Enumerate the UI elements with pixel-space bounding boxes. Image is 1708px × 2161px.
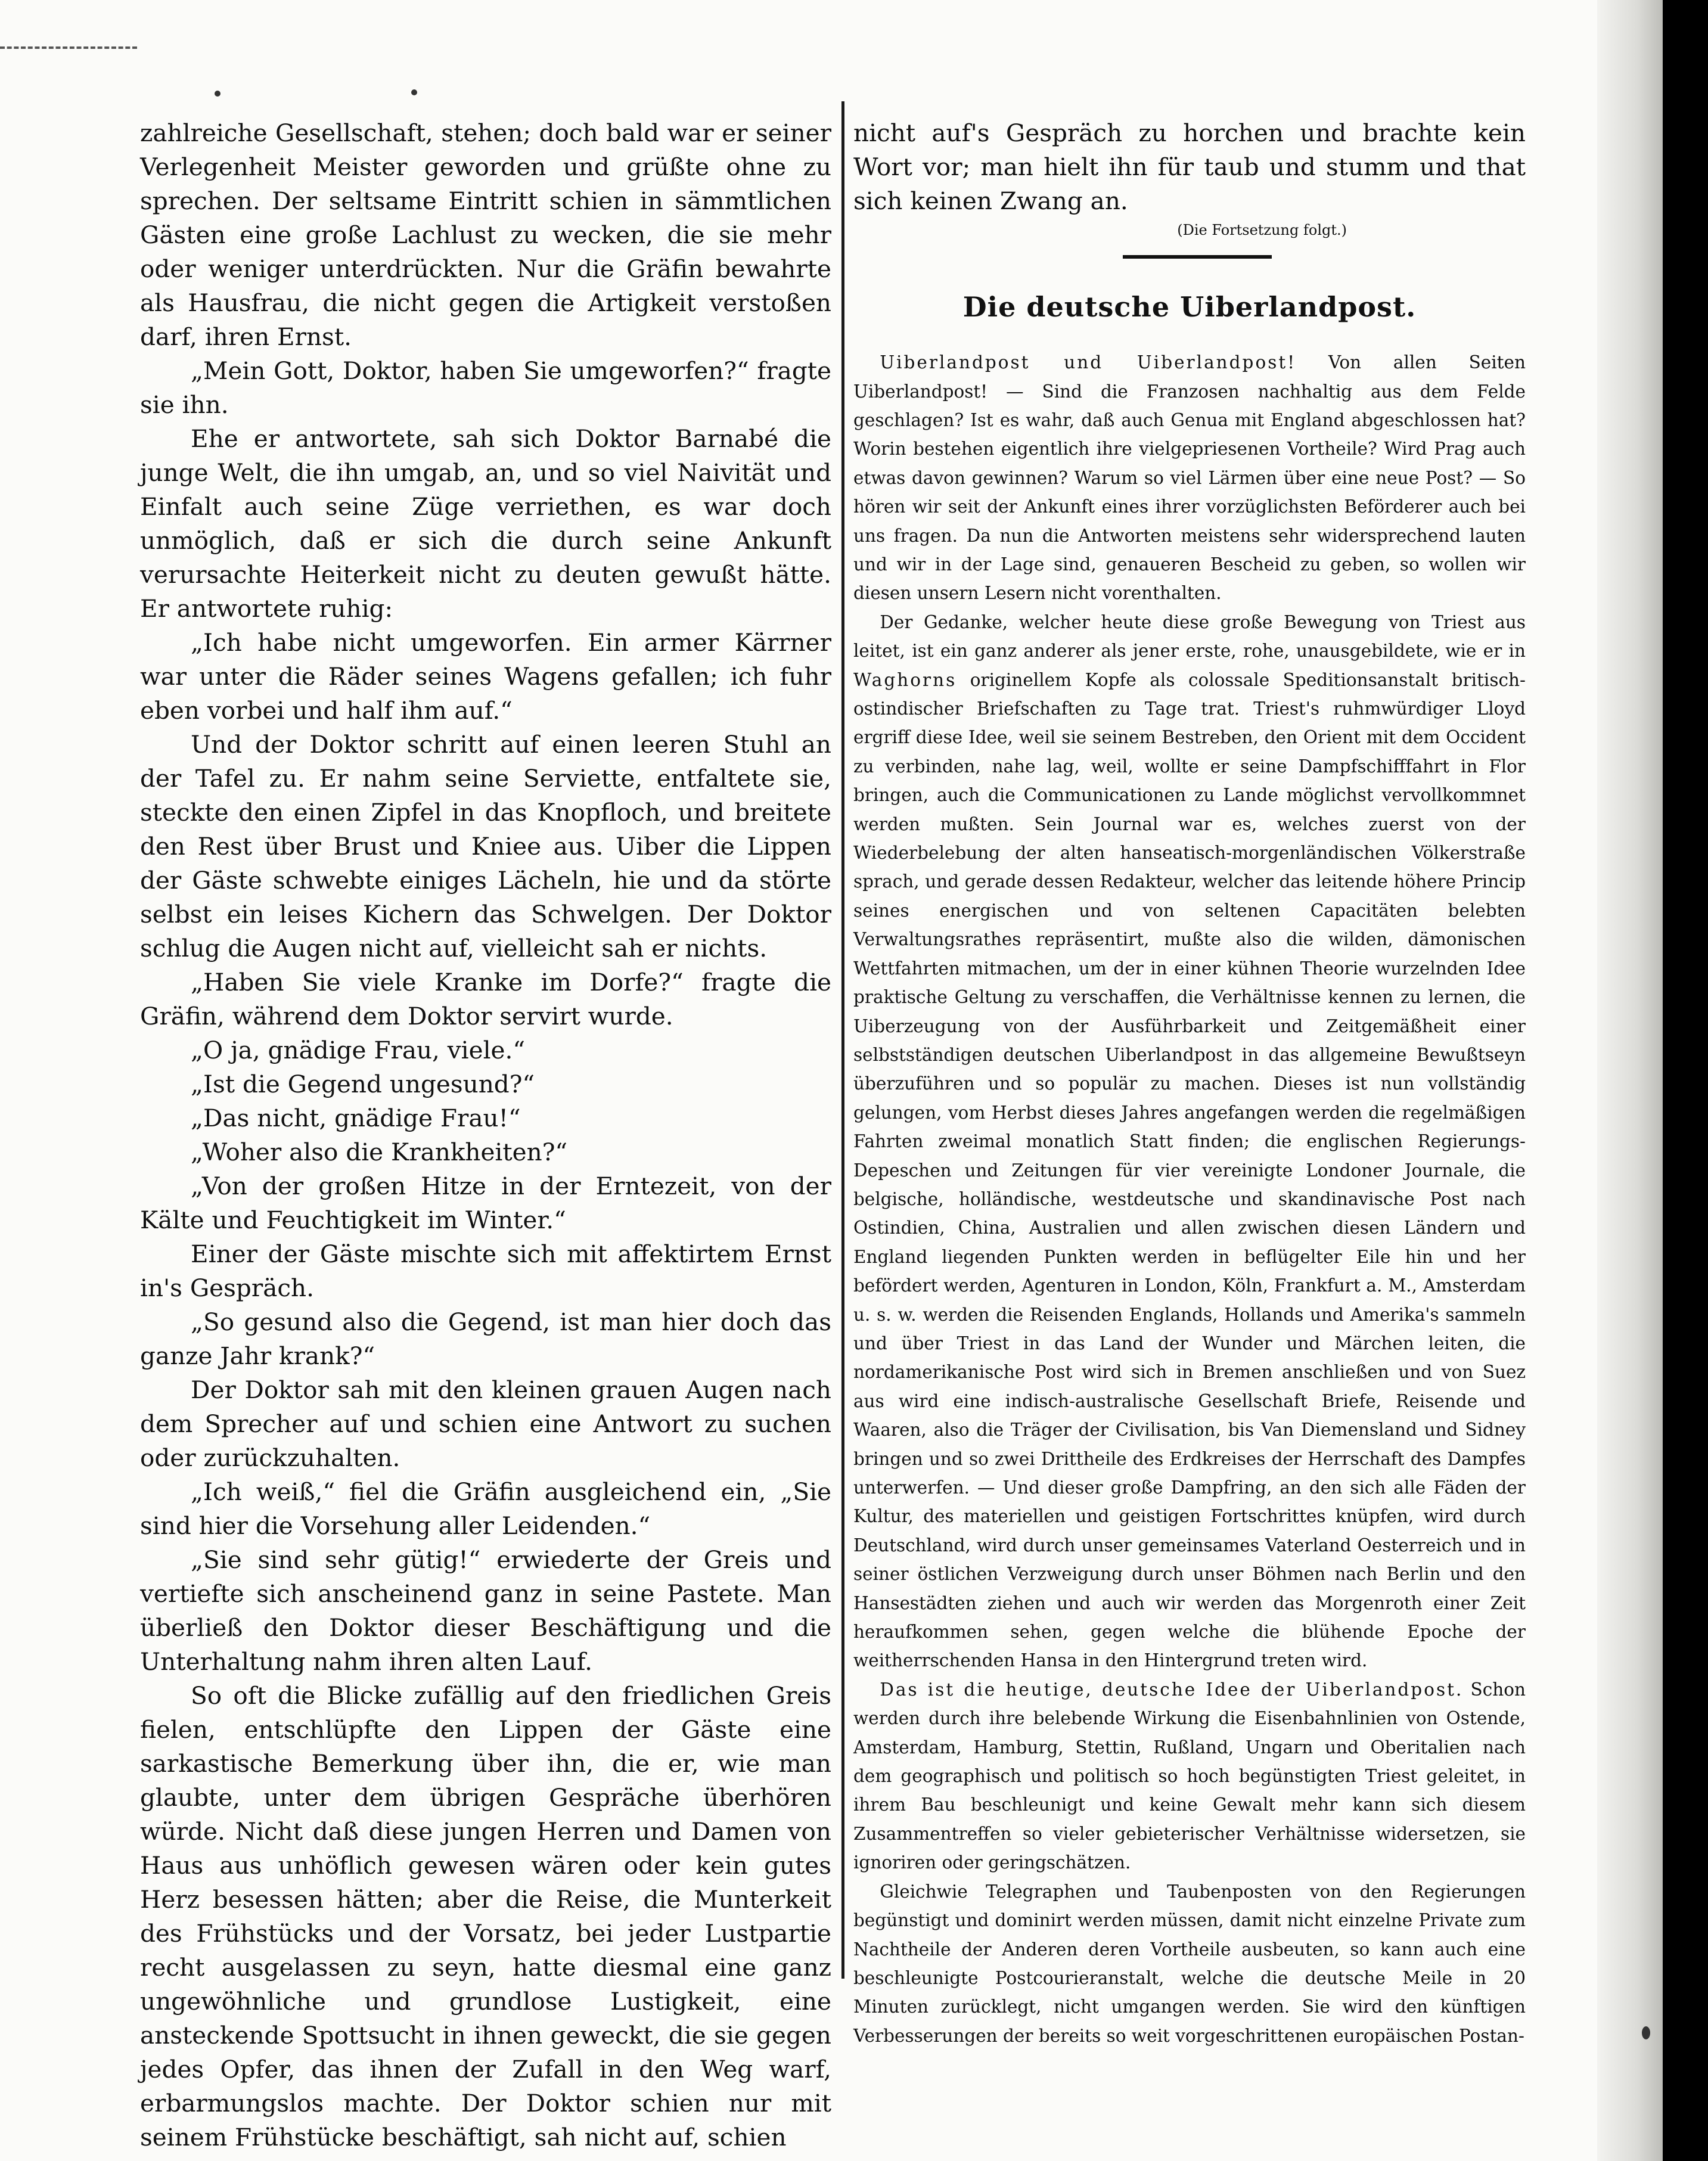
story-paragraph: „Woher also die Krankheiten?“ <box>191 1138 568 1166</box>
story-paragraph: „O ja, gnädige Frau, viele.“ <box>191 1036 526 1064</box>
story-paragraph: „Sie sind sehr gütig!“ erwiederte der Greis und vertiefte sich anscheinend ganz in seine Pastete. Man überließ den Doktor dieser Beschäftigung und die Unterhaltung nahm ihren alten Lauf. <box>140 1545 831 1676</box>
article-paragraph <box>853 608 1526 1675</box>
story-paragraph: „So gesund also die Gegend, ist man hier doch das ganze Jahr krank?“ <box>140 1308 831 1370</box>
paragraph-text: Von allen Seiten Uiberlandpost! — Sind die Franzosen nachhaltig aus dem Felde geschlagen? Ist es wahr, daß auch Genua mit England abgeschlossen hat? Worin bestehen eigentlich ihre vielgepriesenen Vortheile? Wird Prag auch etwas davon gewinnen? Warum so viel Lärmen über eine neue Post? — So hören wir seit der Ankunft eines ihrer vorzüglichsten Beförderer auch bei uns fragen. Da nun die Antworten meistens sehr widersprechend lauten und wir in der Lage sind, genaueren Bescheid zu geben, so wollen wir diesen unsern Lesern nicht vorenthalten. <box>853 352 1526 604</box>
story-paragraph: Einer der Gäste mischte sich mit affektirtem Ernst in's Gespräch. <box>140 1240 831 1302</box>
continuation-note: (Die Fortsetzung folgt.) <box>1177 222 1347 238</box>
story-paragraph: Der Doktor sah mit den kleinen grauen Augen nach dem Sprecher auf und schien eine Antwort zu suchen oder zurückzuhalten. <box>140 1376 831 1472</box>
lead-phrase: Das ist die heutige, deutsche Idee der Uiberlandpost. <box>880 1679 1464 1700</box>
story-paragraph: So oft die Blicke zufällig auf den friedlichen Greis fielen, entschlüpfte den Lippen der Gäste eine sarkastische Bemerkung über ihn, die er, wie man glaubte, unter dem übrigen Gespräche überhören würde. Nicht daß diese jungen Herren und Damen von Haus aus unhöflich gewesen wären oder kein gutes Herz besessen hätten; aber die Reise, die Munterkeit des Frühstücks und der Vorsatz, bei jeder Lustpartie recht ausgelassen zu seyn, hatte diesmal eine ganz ungewöhnliche und grundlose Lustigkeit, eine ansteckende Spottsucht in ihnen geweckt, die sie gegen jedes Opfer, das ihnen der Zufall in den Weg warf, erbarmungslos machte. Der Doktor schien nur mit seinem Frühstücke beschäftigt, sah nicht auf, schien <box>140 1681 831 2151</box>
ink-speck <box>215 91 221 97</box>
story-paragraph: Und der Doktor schritt auf einen leeren Stuhl an der Tafel zu. Er nahm seine Serviette, entfaltete sie, steckte den einen Zipfel in das Knopfloch, und breitete den Rest über Brust und Kniee aus. Uiber die Lippen der Gäste schwebte einiges Lächeln, hie und da störte selbst ein leises Kichern das Schwelgen. Der Doktor schlug die Augen nicht auf, vielleicht sah er nichts. <box>140 730 831 962</box>
story-paragraph: Ehe er antwortete, sah sich Doktor Barnabé die junge Welt, die ihn umgab, an, und so viel Naivität und Einfalt auch seine Züge verriethen, es war doch unmöglich, daß er sich die durch seine Ankunft verursachte Heiterkeit nicht zu deuten gewußt hätte. Er antwortete ruhig: <box>140 424 831 623</box>
story-paragraph: „Das nicht, gnädige Frau!“ <box>191 1104 521 1132</box>
story-paragraph: „Ich weiß,“ fiel die Gräfin ausgleichend ein, „Sie sind hier die Vorsehung aller Leidenden.“ <box>140 1477 831 1540</box>
story-paragraph: „Ist die Gegend ungesund?“ <box>191 1070 535 1098</box>
story-paragraph: „Mein Gott, Doktor, haben Sie umgeworfen?“ fragte sie ihn. <box>140 356 831 419</box>
article-paragraph: Gleichwie Telegraphen und Taubenposten von den Regierungen begünstigt und dominirt werden müssen, damit nicht einzelne Private zum Nachtheile der Anderen deren Vortheile ausbeuten, so kann auch eine beschleunigte Postcourieranstalt, welche die deutsche Meile in 20 Minuten zurücklegt, nicht umgangen werden. Sie wird den künftigen Verbesserungen der bereits so weit vorgeschrittenen europäischen Postan- <box>853 1881 1526 2046</box>
paragraph-text: Schon werden durch ihre belebende Wirkung die Eisenbahnlinien von Ostende, Amsterdam, Hamburg, Stettin, Rußland, Ungarn und Oberitalien nach dem geographisch und politisch so hoch begünstigten Triest geleitet, in ihrem Bau beschleunigt und keine Gewalt mehr kann sich diesem Zusammentreffen so vieler gebieterischer Verhältnisse widersetzen, sie ignoriren oder geringschätzen. <box>853 1679 1526 1873</box>
right-column <box>853 116 1526 2050</box>
article-paragraph <box>853 348 1526 608</box>
article-paragraph <box>853 1675 1526 1877</box>
article-headline: Die deutsche Uiberlandpost. <box>962 291 1417 323</box>
story-continuation: nicht auf's Gespräch zu horchen und brachte kein Wort vor; man hielt ihn für taub und stumm und that sich keinen Zwang an. <box>853 119 1526 215</box>
article-body <box>853 348 1526 2050</box>
page-fold-shadow <box>1597 0 1663 2161</box>
paragraph-text: originellem Kopfe als colossale Speditionsanstalt britisch-ostindischer Briefschaften zu Tage trat. Triest's ruhmwürdiger Lloyd ergriff diese Idee, weil sie seinem Bestreben, den Orient mit dem Occident zu verbinden, nahe lag, weil, wollte er seine Dampfschifffahrt in Flor bringen, auch die Communicationen zu Lande möglichst vervollkommnet werden mußten. Sein Journal war es, welches zuerst von der Wiederbelebung der alten hanseatisch-morgenländischen Völkerstraße sprach, und gerade dessen Redakteur, welcher das leitende höhere Princip seines energischen und von seltenen Capacitäten belebten Verwaltungsrathes repräsentirt, mußte also die wilden, dämonischen Wettfahrten mitmachen, um der in einer kühnen Theorie wurzelnden Idee praktische Geltung zu verschaffen, die Verhältnisse kennen zu lernen, die Uiberzeugung von der Ausführbarkeit und Zeitgemäßheit einer selbstständigen deutschen Uiberlandpost in das allgemeine Bewußtseyn überzuführen und so populär zu machen. Dieses ist nun vollständig gelungen, vom Herbst dieses Jahres angefangen werden die regelmäßigen Fahrten zweimal monatlich Statt finden; die englischen Regierungs-Depeschen und Zeitungen für vier vereinigte Londoner Journale, die belgische, holländische, westdeutsche und skandinavische Post nach Ostindien, China, Australien und allen zwischen diesen Ländern und England liegenden Punkten werden in beflügelter Eile hin und her befördert werden, Agenturen in London, Köln, Frankfurt a. M., Amsterdam u. s. w. werden die Reisenden Englands, Hollands und Amerika's sammeln und über Triest in das Land der Wunder und Märchen leiten, die nordamerikanische Post wird sich in Bremen anschließen und von Suez aus wird eine indisch-australische Gesellschaft Briefe, Reisende und Waaren, also die Träger der Civilisation, bis Van Diemensland und Sidney bringen und so zwei Drittheile des Erdkreises der Herrschaft des Dampfes unterwerfen. — Und dieser große Dampfring, an den sich alle Fäden der Kultur, des materiellen und geistigen Fortschrittes knüpfen, wird durch Deutschland, wird durch unser gemeinsames Vaterland Oesterreich und in seiner östlichen Verzweigung durch unser Böhmen nach Berlin und den Hansestädten ziehen und auch wir werden das Morgenroth einer Zeit heraufkommen sehen, gegen welche die blühende Epoche der weitherrschenden Hansa in den Hintergrund treten wird. <box>853 669 1526 1671</box>
column-rule <box>841 101 844 1979</box>
lead-phrase: Uiberlandpost und Uiberlandpost! <box>880 352 1297 373</box>
top-edge-mark <box>0 46 137 49</box>
paragraph-text: Der Gedanke, welcher heute diese große Bewegung von Triest aus leitet, ist ein ganz anderer als jener erste, rohe, unausgebildete, wie er in <box>853 611 1526 662</box>
emphasized-name: Waghorns <box>853 669 957 690</box>
story-paragraph: zahlreiche Gesellschaft, stehen; doch bald war er seiner Verlegenheit Meister geworden und grüßte ohne zu sprechen. Der seltsame Eintritt schien in sämmtlichen Gästen eine große Lachlust zu wecken, die sie mehr oder weniger unterdrückten. Nur die Gräfin bewahrte als Hausfrau, die nicht gegen die Artigkeit verstoßen darf, ihren Ernst. <box>140 119 831 351</box>
left-column-story <box>140 116 831 2154</box>
story-paragraph: „Von der großen Hitze in der Erntezeit, von der Kälte und Feuchtigkeit im Winter.“ <box>140 1172 831 1234</box>
ink-speck <box>411 89 417 95</box>
section-separator <box>1123 255 1272 259</box>
story-paragraph: „Haben Sie viele Kranke im Dorfe?“ fragte die Gräfin, während dem Doktor servirt wurde. <box>140 968 831 1030</box>
ink-speck <box>1642 2026 1650 2039</box>
story-paragraph: „Ich habe nicht umgeworfen. Ein armer Kärrner war unter die Räder seines Wagens gefallen; ich fuhr eben vorbei und half ihm auf.“ <box>140 628 831 725</box>
